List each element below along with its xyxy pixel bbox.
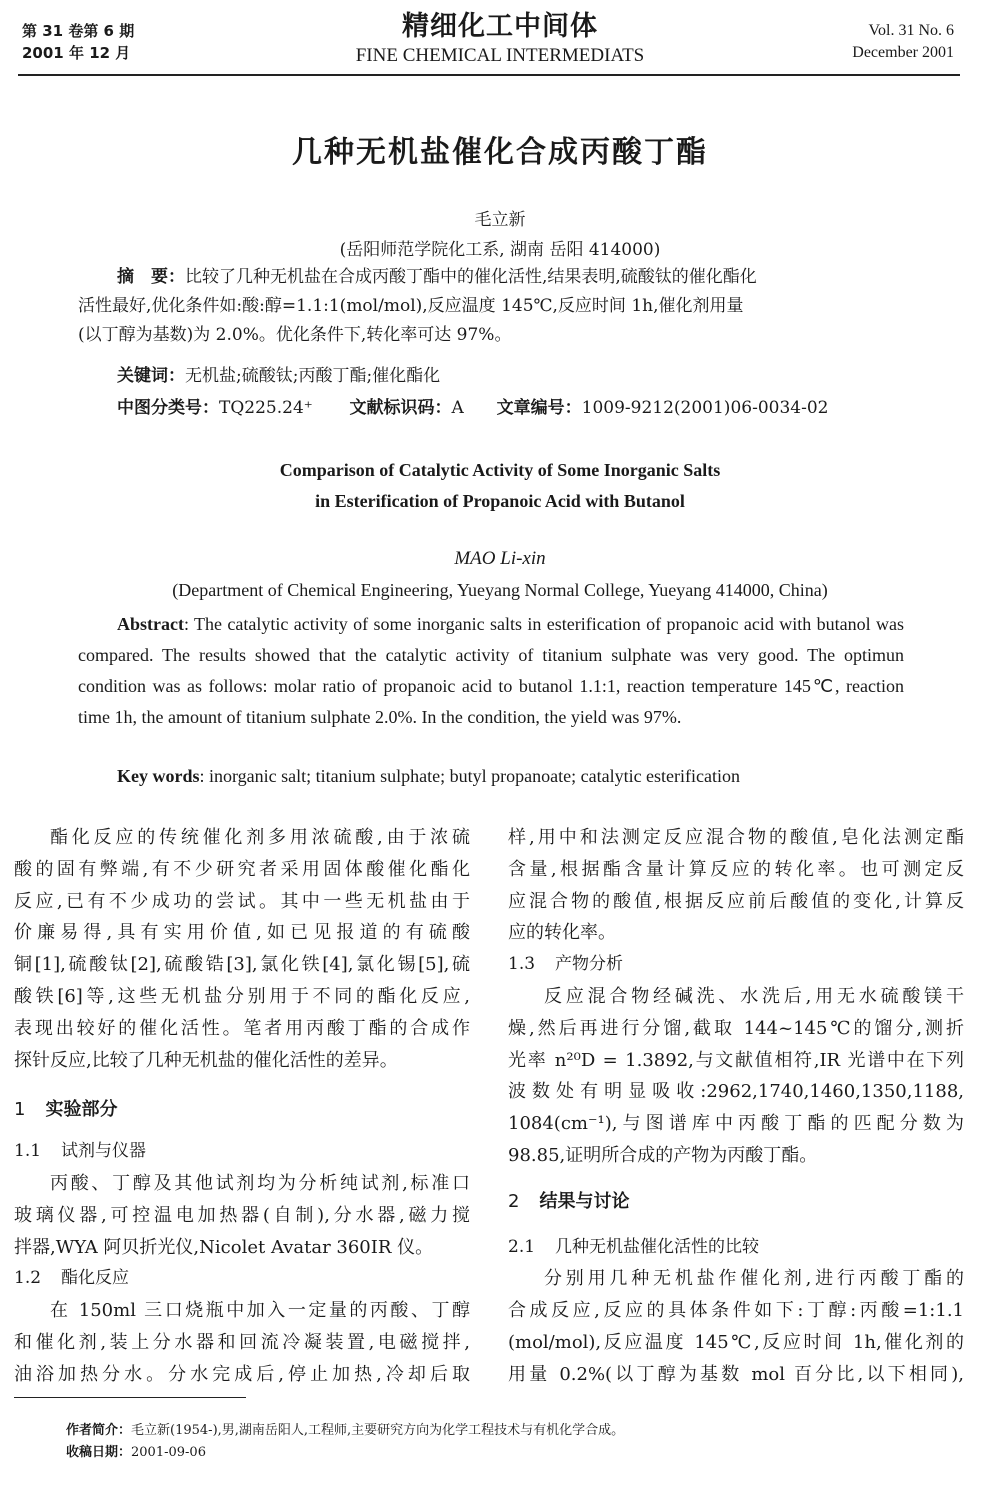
author-cn: 毛立新: [474, 210, 526, 230]
article-no-value: 1009-9212(2001)06-0034-02: [581, 398, 829, 418]
body-line: 反应,已有不少成功的尝试。其中一些无机盐由于: [14, 890, 470, 912]
body-line: 酸的固有弊端,有不少研究者采用固体酸催化酯化: [14, 858, 470, 880]
footnote-rule: [14, 1397, 246, 1398]
author-en: MAO Li-xin: [454, 548, 546, 569]
date-en: December 2001: [852, 44, 954, 61]
paper-title-en-line: Comparison of Catalytic Activity of Some Inorganic Salts: [279, 460, 721, 480]
body-line: 燥,然后再进行分馏,截取 144~145℃的馏分,测折: [508, 1017, 964, 1039]
body-line: 分别用几种无机盐作催化剂,进行丙酸丁酯的: [544, 1268, 964, 1290]
subsection-heading-2-1: 2.1 几种无机盐催化活性的比较: [508, 1236, 760, 1257]
body-line: 1084(cm⁻¹),与图谱库中丙酸丁酯的匹配分数为: [508, 1113, 964, 1135]
body-line: 在 150ml 三口烧瓶中加入一定量的丙酸、丁醇: [50, 1300, 470, 1322]
body-line: 用量 0.2%(以丁醇为基数 mol 百分比,以下相同),: [508, 1363, 964, 1385]
keywords-en: [117, 766, 740, 787]
body-line: 油浴加热分水。分水完成后,停止加热,冷却后取: [14, 1363, 470, 1385]
keywords-cn-label: 关键词：: [117, 366, 185, 386]
abstract-en: [78, 609, 904, 733]
keywords-cn-text: 无机盐;硫酸钛;丙酸丁酯;催化酯化: [185, 366, 441, 386]
clc-label: 中图分类号：: [117, 398, 219, 418]
body-line: 拌器,WYA 阿贝折光仪,Nicolet Avatar 360IR 仪。: [14, 1236, 434, 1258]
keywords-en-text: : inorganic salt; titanium sulphate; butyl propanoate; catalytic esterification: [199, 766, 741, 786]
doc-code-label: 文献标识码：: [349, 398, 452, 418]
abstract-en-text: : The catalytic activity of some inorganic salts in esterification of propanoic acid with butanol was compared. The results showed that the catalytic activity of titanium sulphate was very good. The optimun condition was as follows: molar ratio of propanoic acid to butanol 1.1:1, reaction temperature 145℃, reaction time 1h, the amount of titanium sulphate 2.0%. In the condition, the yield was 97%.: [78, 614, 904, 727]
section-heading-1: 1 实验部分: [14, 1099, 118, 1121]
abstract-cn-line: 摘 要：比较了几种无机盐在合成丙酸丁酯中的催化活性,结果表明,硫酸钛的催化酯化: [117, 267, 757, 287]
paper-title-cn: 几种无机盐催化合成丙酸丁酯: [292, 135, 708, 170]
body-right-column: [508, 822, 964, 1391]
received-date-label: 收稿日期：: [66, 1445, 132, 1460]
body-line: 光率 n²⁰D = 1.3892,与文献值相符,IR 光谱中在下列: [508, 1049, 964, 1071]
body-line: 丙酸、丁醇及其他试剂均为分析纯试剂,标准口: [50, 1172, 470, 1194]
keywords-cn: [117, 361, 440, 386]
abstract-cn: [78, 263, 908, 350]
body-line: 和催化剂,装上分水器和回流冷凝装置,电磁搅拌,: [14, 1331, 470, 1353]
body-line: 反应混合物经碱洗、水洗后,用无水硫酸镁干: [544, 985, 964, 1007]
journal-name-en: FINE CHEMICAL INTERMEDIATS: [355, 45, 645, 66]
abstract-cn-label: 摘 要：: [117, 267, 185, 287]
received-date: [66, 1442, 206, 1464]
body-line: 探针反应,比较了几种无机盐的催化活性的差异。: [14, 1049, 398, 1071]
body-line: 玻璃仪器,可控温电加热器(自制),分水器,磁力搅: [14, 1204, 470, 1226]
body-line: 波数处有明显吸收:2962,1740,1460,1350,1188,: [508, 1081, 964, 1103]
paper-title-en-line: in Esterification of Propanoic Acid with Butanol: [315, 491, 685, 511]
body-line: 酯化反应的传统催化剂多用浓硫酸,由于浓硫: [50, 827, 470, 848]
body-line: 合成反应,反应的具体条件如下:丁醇:丙酸=1:1.1: [508, 1300, 964, 1322]
body-line: 样,用中和法测定反应混合物的酸值,皂化法测定酯: [508, 827, 964, 848]
section-heading-2: 2 结果与讨论: [508, 1190, 630, 1212]
body-line: 酸铁[6]等,这些无机盐分别用于不同的酯化反应,: [14, 985, 470, 1007]
body-line: (mol/mol),反应温度 145℃,反应时间 1h,催化剂的: [508, 1331, 964, 1353]
header-rule: [18, 74, 960, 76]
author-bio-text: 毛立新(1954-),男,湖南岳阳人,工程师,主要研究方向为化学工程技术与有机化学合成。: [131, 1423, 625, 1438]
volume-info: [852, 20, 954, 64]
clc-value: TQ225.24⁺: [219, 398, 313, 418]
classification-line: [117, 393, 828, 418]
body-left-column: [14, 822, 470, 1391]
body-line: 铜[1],硫酸钛[2],硫酸锆[3],氯化铁[4],氯化锡[5],硫: [14, 954, 470, 976]
body-line: 应混合物的酸值,根据反应前后酸值的变化,计算反: [508, 890, 964, 912]
issue-number: 第 31 卷第 6 期: [22, 22, 135, 40]
abstract-cn-line: 活性最好,优化条件如:酸:醇=1.1:1(mol/mol),反应温度 145℃,反应时间 1h,催化剂用量: [78, 296, 744, 316]
subsection-heading-1-1: 1.1 试剂与仪器: [14, 1141, 147, 1162]
abstract-en-label: Abstract: [117, 614, 184, 634]
keywords-en-label: Key words: [117, 766, 200, 786]
received-date-text: 2001-09-06: [131, 1445, 206, 1460]
abstract-cn-line: (以丁醇为基数)为 2.0%。优化条件下,转化率可达 97%。: [78, 325, 512, 345]
doc-code-value: A: [451, 398, 464, 418]
issue-date-cn: 2001 年 12 月: [22, 44, 131, 62]
affiliation-cn: (岳阳师范学院化工系, 湖南 岳阳 414000): [339, 240, 661, 260]
author-bio-label: 作者简介：: [66, 1423, 132, 1438]
body-line: 应的转化率。: [508, 922, 616, 944]
article-no-label: 文章编号：: [496, 398, 582, 418]
journal-title: [0, 10, 1000, 68]
paper-title-en: [0, 455, 1000, 517]
subsection-heading-1-2: 1.2 酯化反应: [14, 1268, 130, 1289]
volume-en: Vol. 31 No. 6: [868, 22, 954, 39]
subsection-heading-1-3: 1.3 产物分析: [508, 954, 624, 975]
body-line: 含量,根据酯含量计算反应的转化率。也可测定反: [508, 858, 964, 880]
body-line: 价廉易得,具有实用价值,如已见报道的有硫酸: [14, 922, 470, 944]
journal-name-cn: 精细化工中间体: [402, 11, 598, 42]
affiliation-en: (Department of Chemical Engineering, Yueyang Normal College, Yueyang 414000, China): [172, 580, 828, 600]
body-line: 表现出较好的催化活性。笔者用丙酸丁酯的合成作: [14, 1017, 470, 1039]
body-line: 98.85,证明所合成的产物为丙酸丁酯。: [508, 1144, 818, 1166]
author-bio: [66, 1420, 624, 1442]
